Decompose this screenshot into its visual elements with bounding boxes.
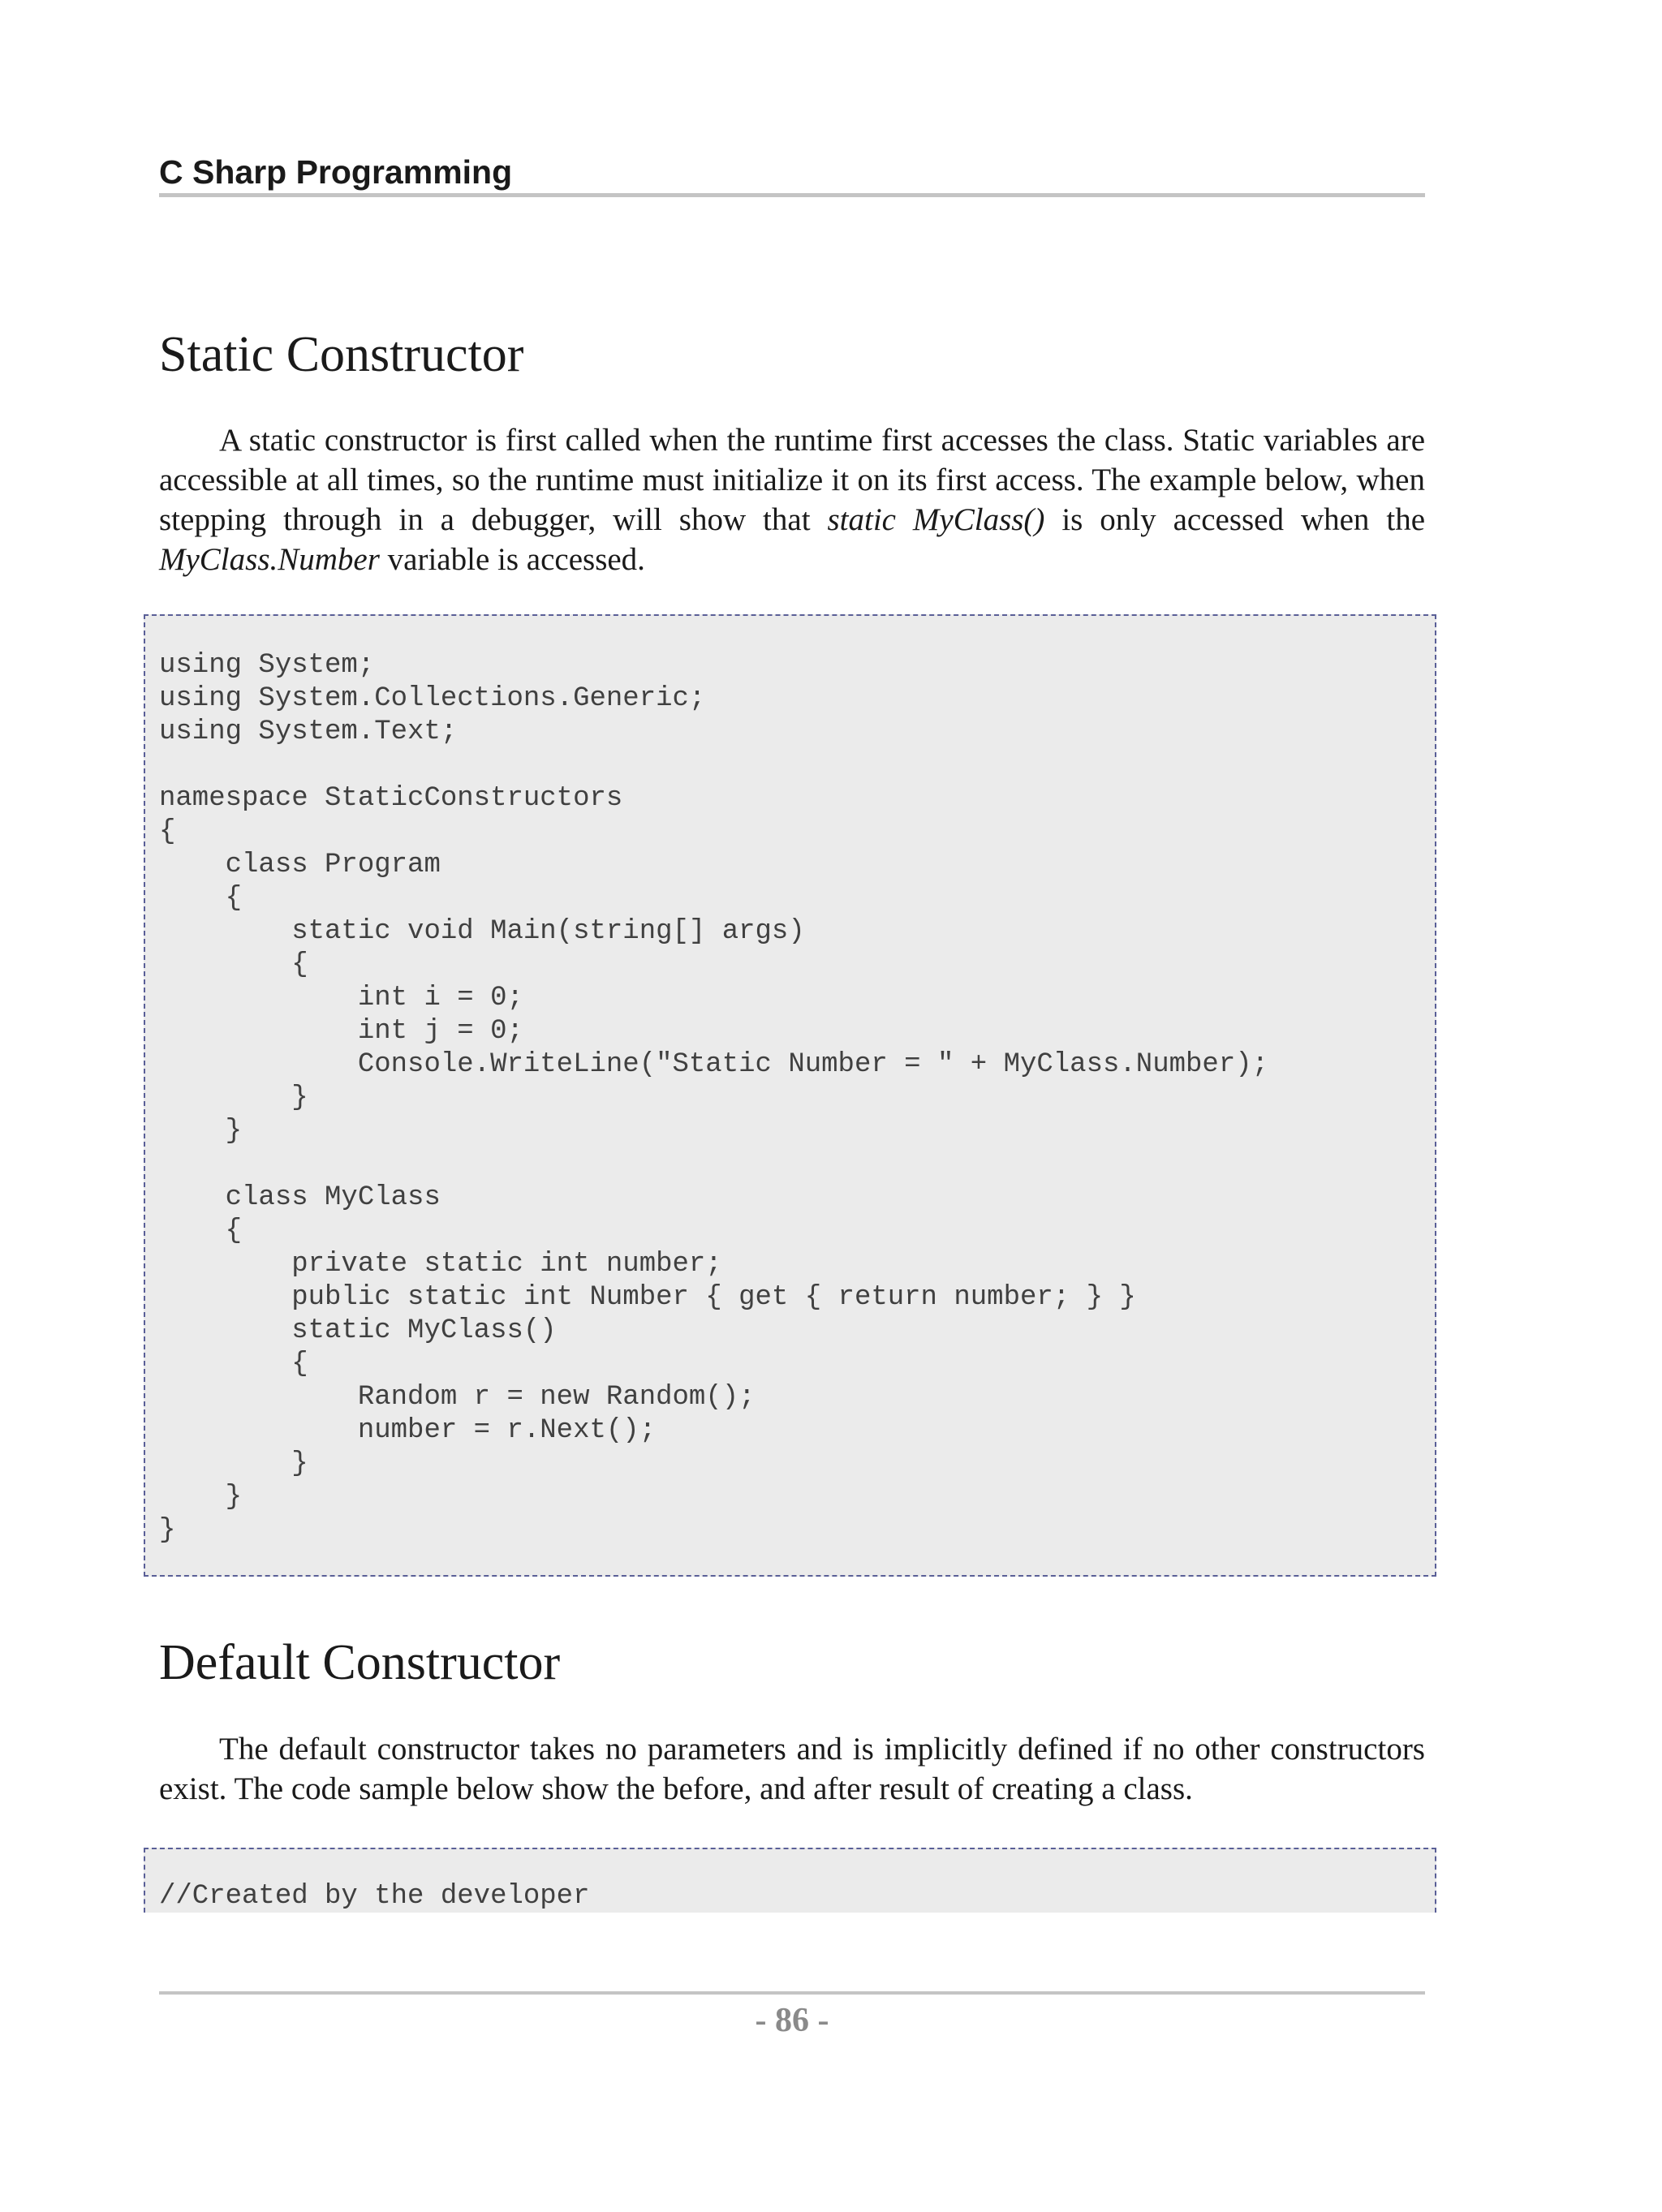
code-line: { xyxy=(159,1216,243,1246)
code-line: class Program xyxy=(159,850,441,880)
code-line: { xyxy=(159,949,308,980)
code-line: using System.Text; xyxy=(159,717,458,747)
code-line: class MyClass xyxy=(159,1182,441,1213)
code-line xyxy=(159,749,1435,782)
code-line: number = r.Next(); xyxy=(159,1415,657,1446)
code-line: private static int number; xyxy=(159,1249,722,1280)
code-line: //Created by the developer xyxy=(159,1881,590,1912)
code-block-static-constructor xyxy=(144,614,1436,1577)
code-line: } xyxy=(159,1448,308,1479)
code-line: { xyxy=(159,1349,308,1379)
code-line xyxy=(159,1148,1435,1181)
paragraph-text: variable is accessed. xyxy=(379,542,645,577)
running-header: C Sharp Programming xyxy=(159,153,513,191)
page-number: - 86 - xyxy=(755,2002,829,2039)
code-line: int j = 0; xyxy=(159,1016,523,1047)
code-line: } xyxy=(159,1515,176,1546)
paragraph-italic-code: static MyClass() xyxy=(827,502,1045,537)
code-line: { xyxy=(159,816,176,847)
code-line: public static int Number { get { return number; } } xyxy=(159,1282,1136,1313)
code-block-default-constructor xyxy=(144,1848,1436,1913)
code-line: using System.Collections.Generic; xyxy=(159,683,706,714)
header-rule xyxy=(159,193,1425,197)
code-line: namespace StaticConstructors xyxy=(159,783,623,814)
code-line: int i = 0; xyxy=(159,983,523,1013)
section-title-default-constructor: Default Constructor xyxy=(159,1635,561,1690)
code-line: using System; xyxy=(159,650,375,681)
code-line: static MyClass() xyxy=(159,1315,557,1346)
code-line: } xyxy=(159,1082,308,1113)
code-line: static void Main(string[] args) xyxy=(159,916,805,947)
code-line: } xyxy=(159,1116,243,1147)
paragraph-text: A static constructor is first called when the runtime first accesses the class. Static variables are accessible at all times, so the runtime must initialize it on its first access. The example below, when stepping through in a debugger, will show that xyxy=(159,423,1425,537)
paragraph-italic-code: MyClass.Number xyxy=(159,542,380,577)
paragraph-text: is only accessed when the xyxy=(1044,502,1426,537)
footer-rule xyxy=(159,1991,1425,1995)
code-line: } xyxy=(159,1482,243,1513)
code-line: { xyxy=(159,883,243,914)
static-constructor-paragraph xyxy=(159,420,1425,579)
default-constructor-paragraph: The default constructor takes no parameters and is implicitly defined if no other constructors exist. The code sample below show the before, and after result of creating a class. xyxy=(159,1732,1425,1806)
code-line: Console.WriteLine("Static Number = " + MyClass.Number); xyxy=(159,1049,1269,1080)
code-line: Random r = new Random(); xyxy=(159,1382,756,1413)
section-title-static-constructor: Static Constructor xyxy=(159,327,524,382)
